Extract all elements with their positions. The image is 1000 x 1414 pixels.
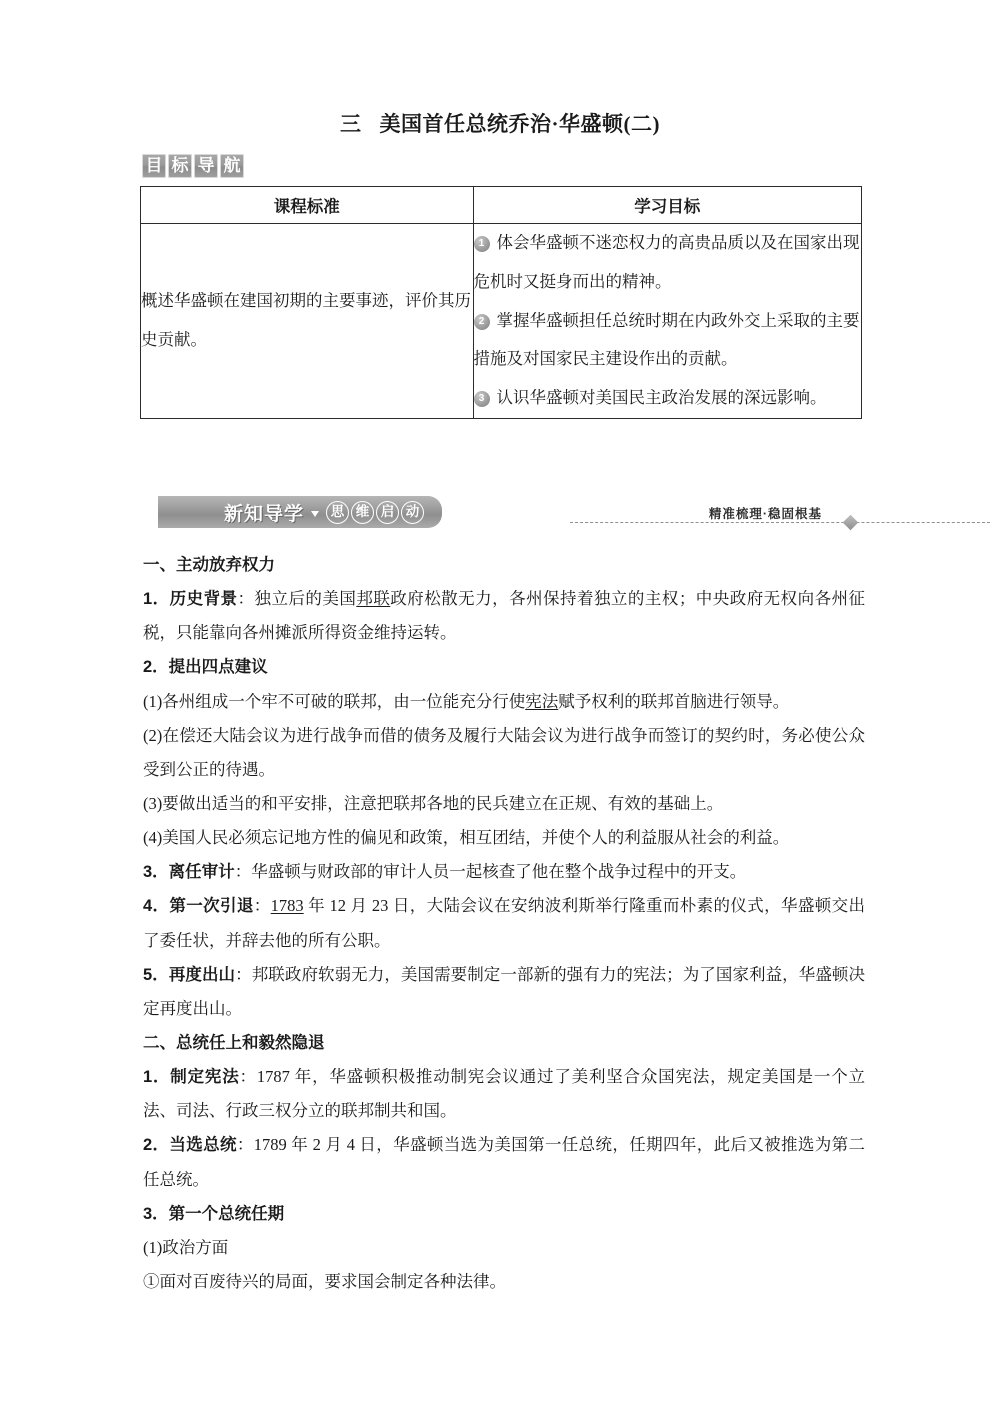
body-content [143, 548, 865, 1299]
banner-plate [158, 496, 442, 528]
paragraph-audit [143, 855, 865, 889]
learning-goals-table [140, 186, 862, 419]
label-departure-audit: 3．离任审计 [143, 863, 235, 882]
paragraph-proposal-3: (3)要做出适当的和平安排，注意把联邦各地的民兵建立在正规、有效的基础上。 [143, 793, 724, 813]
objective-item-1 [474, 224, 861, 302]
underlined-term-constitution: 宪法 [525, 691, 559, 711]
paragraph-return [143, 958, 865, 1026]
text-b: 政府松散无力，各州保持着独立的主权；中央政府无权向各州征税，只能靠向各州摊派所得资金维持运转。 [143, 589, 866, 643]
page-title-number: 三 [340, 112, 362, 136]
paragraph-proposal-1 [143, 685, 865, 719]
page-title-text: 美国首任总统乔治·华盛顿(二) [379, 112, 660, 136]
objective-item-3 [474, 379, 861, 418]
heading-first-term: 3．第一个总统任期 [143, 1204, 285, 1223]
paragraph-proposal-2: (2)在偿还大陆会议为进行战争而借的债务及履行大陆会议为进行战争而签订的契约时，务必使公众受到公正的待遇。 [143, 725, 865, 779]
banner-circled-char-4: 动 [401, 501, 424, 524]
objective-text-2: 掌握华盛顿担任总统时期在内政外交上采取的主要措施及对国家民主建设作出的贡献。 [473, 311, 860, 369]
sep: ： [237, 589, 255, 609]
label-first-retirement: 4．第一次引退 [143, 897, 254, 916]
elected-text: 1789 年 2 月 4 日，华盛顿当选为美国第一任总统，任期四年，此后又被推选为第二任总统。 [143, 1135, 866, 1189]
banner-circled-char-3: 启 [376, 501, 399, 524]
underlined-term-confederation: 邦联 [356, 589, 391, 609]
paragraph-proposal-4: (4)美国人民必须忘记地方性的偏见和政策，相互团结，并使个人的利益服从社会的利益。 [143, 828, 790, 848]
objective-text-1: 体会华盛顿不迷恋权力的高贵品质以及在国家出现危机时又挺身而出的精神。 [473, 234, 860, 291]
cell-learning-objectives [473, 224, 861, 419]
constitution-text: 1787 年，华盛顿积极推动制宪会议通过了美利坚合众国宪法，规定美国是一个立法、司法、行政三权分立的联邦制共和国。 [143, 1067, 866, 1121]
banner-title: 新知导学 [224, 503, 305, 525]
header-learning-objectives: 学习目标 [473, 187, 861, 224]
banner-circled-char-1: 思 [326, 501, 349, 524]
label-return-to-service: 5．再度出山 [143, 965, 236, 984]
proposal-1-a: (1)各州组成一个牢不可破的联邦，由一位能充分行使 [143, 691, 526, 711]
paragraph-constitution [143, 1060, 865, 1128]
section-banner [140, 496, 862, 530]
retirement-text: 年 12 月 23 日，大陆会议在安纳波利斯举行隆重而朴素的仪式，华盛顿交出了委任状，并辞去他的所有公职。 [143, 896, 865, 950]
table-header-row [141, 187, 862, 224]
diamond-icon [843, 515, 859, 531]
label-make-constitution: 1．制定宪法 [143, 1068, 240, 1087]
text-a: 独立后的美国 [254, 589, 357, 609]
return-text: 邦联政府软弱无力，美国需要制定一部新的强有力的宪法；为了国家利益，华盛顿决定再度出山。 [143, 964, 865, 1018]
badge-char-3: 导 [194, 154, 218, 178]
table-row [141, 224, 862, 419]
sep: ： [253, 896, 271, 916]
heading-four-proposals: 2．提出四点建议 [143, 658, 268, 677]
label-elected-president: 2．当选总统 [143, 1136, 237, 1155]
badge-char-2: 标 [168, 154, 192, 178]
banner-separator-icon [311, 511, 319, 517]
objective-text-3: 认识华盛顿对美国民主政治发展的深远影响。 [496, 389, 827, 408]
objective-item-2 [474, 302, 861, 380]
badge-char-4: 航 [220, 154, 244, 178]
underlined-year-1783: 1783 [270, 896, 304, 916]
sep: ： [234, 862, 252, 882]
circled-number-icon: 2 [474, 314, 490, 330]
paragraph-first-retirement [143, 889, 865, 957]
proposal-1-b: 赋予权利的联邦首脑进行领导。 [558, 691, 790, 711]
sep: ： [239, 1067, 257, 1087]
paragraph-political-aspect: (1)政治方面 [143, 1237, 229, 1257]
badge-char-1: 目 [142, 154, 166, 178]
banner-dashed-rule [570, 522, 990, 523]
paragraph-political-item-1: ①面对百废待兴的局面，要求国会制定各种法律。 [143, 1271, 506, 1291]
sep: ： [236, 1135, 254, 1155]
heading-section-2: 二、总统任上和毅然隐退 [143, 1033, 325, 1052]
heading-section-1: 一、主动放弃权力 [143, 556, 275, 574]
paragraph-background [143, 582, 865, 650]
circled-number-icon: 1 [474, 236, 490, 252]
goal-navigation-badge [142, 154, 244, 178]
paragraph-elected-president [143, 1128, 865, 1196]
label-historical-background: 1．历史背景 [143, 590, 238, 609]
sep: ： [235, 964, 252, 984]
circled-number-icon: 3 [474, 391, 490, 407]
header-curriculum-standard: 课程标准 [141, 187, 474, 224]
banner-subtitle: 精准梳理·稳固根基 [703, 504, 828, 522]
page-title [0, 108, 1000, 138]
audit-text: 华盛顿与财政部的审计人员一起核查了他在整个战争过程中的开支。 [251, 862, 747, 882]
cell-curriculum-standard: 概述华盛顿在建国初期的主要事迹，评价其历史贡献。 [141, 224, 474, 419]
banner-circled-char-2: 维 [351, 501, 374, 524]
